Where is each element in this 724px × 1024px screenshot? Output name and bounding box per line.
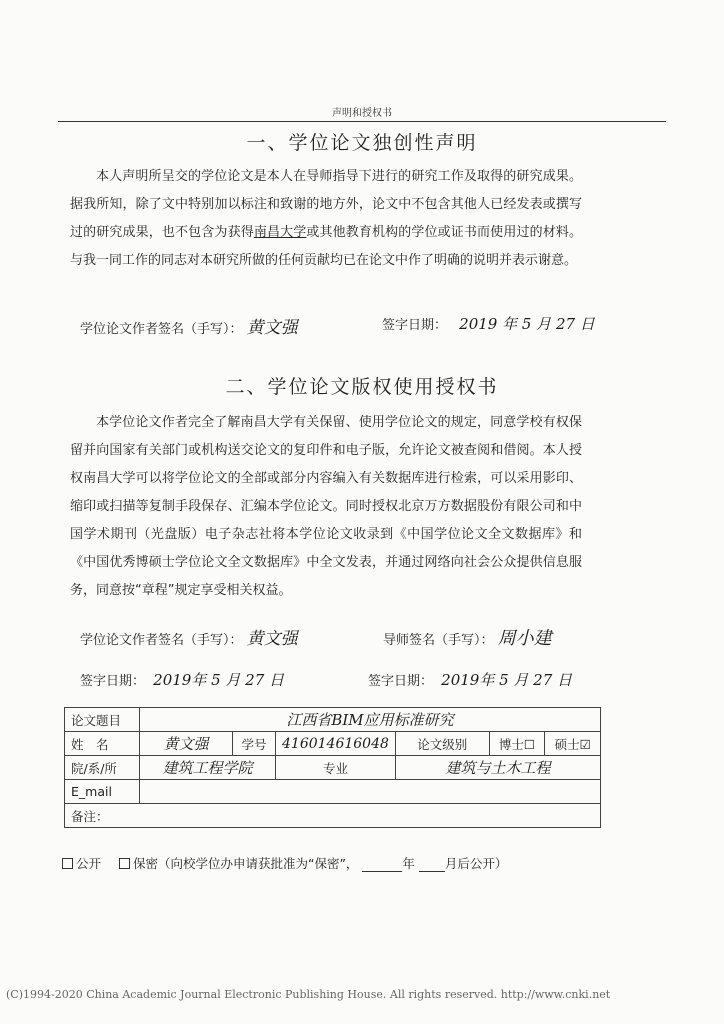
- section2-author-sign-row: [80, 624, 298, 649]
- author-date-row: [80, 669, 284, 690]
- advisor-sign-label: 导师签名（手写）：: [383, 633, 494, 648]
- section2-paragraph: 本学位论文作者完全了解南昌大学有关保留、使用学位论文的规定，同意学校有权保留并向国家有关部门或机构送交论文的复印件和电子版，允许论文被查阅和借阅。本人授权南昌大学可以将学位论文的全部或部分内容编入有关数据库进行检索，可以采用影印、缩印或扫描等复制手段保存、汇编本学位论文。同时授权北京万方数据股份有限公司和中国学术期刊（光盘版）电子杂志社将本学位论文收录到《中国学位论文全文数据库》和《中国优秀博硕士学位论文全文数据库》中全文发表，并通过网络向社会公众提供信息服务，同意按“章程”规定享受相关权益。: [70, 415, 582, 598]
- section1-para-after: 或其他教育机构的学位或证书而使用过的材料。与我一同工作的同志对本研究所做的任何贡献均已在论文中作了明确的说明并表示谢意。: [70, 225, 582, 268]
- section2-title: 二、学位论文版权使用授权书: [225, 376, 499, 398]
- date-label: 签字日期：: [80, 674, 146, 689]
- university-name: 南昌大学: [253, 225, 307, 240]
- student-name: 黄文强: [163, 735, 209, 753]
- name-value-cell: [140, 732, 233, 756]
- major-label: 专业: [276, 756, 396, 780]
- author-sign-label: 学位论文作者签名（手写）：: [80, 322, 243, 337]
- email-value: [140, 780, 601, 804]
- table-row: [65, 708, 601, 732]
- advisor-sign-row: [383, 624, 552, 650]
- thesis-title: 江西省BIM应用标准研究: [286, 711, 454, 729]
- advisor-date-row: [368, 669, 572, 690]
- secret-label: 保密（向校学位办申请获批准为“保密”，: [132, 856, 359, 871]
- table-row: [65, 804, 601, 828]
- section1-paragraph: [70, 163, 582, 275]
- table-row: [65, 780, 601, 804]
- year-blank[interactable]: [362, 871, 402, 872]
- remark-cell: [65, 804, 601, 828]
- thesis-info-table: [64, 707, 601, 828]
- header-divider: [58, 121, 666, 122]
- month-blank[interactable]: [419, 871, 445, 872]
- author-signature: 黄文强: [246, 318, 298, 338]
- open-checkbox[interactable]: [62, 858, 73, 869]
- date-label: 签字日期：: [368, 674, 434, 689]
- dept-value-cell: [140, 756, 276, 780]
- table-row: [65, 732, 601, 756]
- dept-value: 建筑工程学院: [162, 759, 253, 777]
- cnki-watermark: (C)1994-2020 China Academic Journal Electronic Publishing House. All rights reserved. http://www.cnki.net: [6, 988, 611, 1001]
- dept-label: 院/系/所: [65, 756, 140, 780]
- open-label: 公开: [76, 856, 102, 871]
- email-label: E_mail: [65, 780, 140, 804]
- title-label: 论文题目: [65, 708, 140, 732]
- sign-date: 2019 年 5 月 27 日: [459, 315, 595, 333]
- secret-checkbox[interactable]: [119, 858, 130, 869]
- id-value-cell: [276, 732, 396, 756]
- section1-date-row: [382, 313, 595, 334]
- table-row: [65, 756, 601, 780]
- section1-title: 一、学位论文独创性声明: [246, 132, 478, 154]
- author-sign-label: 学位论文作者签名（手写）：: [80, 633, 243, 648]
- section1-author-sign-row: [80, 313, 298, 338]
- author-signature: 黄文强: [246, 629, 298, 649]
- name-label: 姓 名: [65, 732, 140, 756]
- page-header: 声明和授权书: [332, 108, 392, 119]
- advisor-sign-date: 2019年 5 月 27 日: [441, 671, 573, 689]
- disclosure-options: [62, 854, 507, 872]
- advisor-signature: 周小建: [497, 628, 552, 649]
- section1-para-before: 本人声明所呈交的学位论文是本人在导师指导下进行的研究工作及取得的研究成果。据我所知，除了文中特别加以标注和致谢的地方外，论文中不包含其他人已经发表或撰写过的研究成果，也不包含为获得: [70, 169, 582, 240]
- year-label: 年: [402, 856, 415, 871]
- major-value-cell: [395, 756, 600, 780]
- remark-label: 备注：: [71, 808, 109, 824]
- doctor-option: 博士☐: [489, 732, 545, 756]
- month-label: 月后公开）: [444, 856, 508, 871]
- id-label: 学号: [233, 732, 276, 756]
- major-value: 建筑与土木工程: [445, 759, 551, 777]
- title-value-cell: [140, 708, 601, 732]
- date-label: 签字日期：: [382, 318, 448, 333]
- master-option: 硕士☑: [545, 732, 601, 756]
- student-id: 416014616048: [282, 735, 389, 752]
- level-label: 论文级别: [395, 732, 489, 756]
- author-sign-date: 2019年 5 月 27 日: [153, 671, 285, 689]
